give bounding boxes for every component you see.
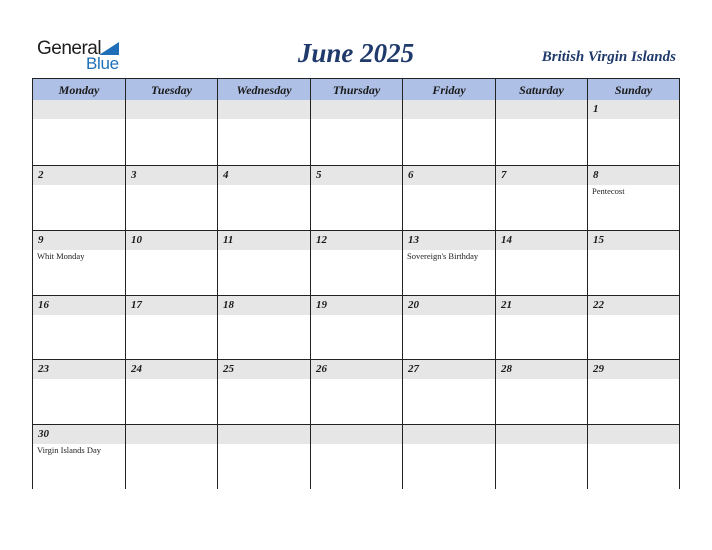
day-cell [588, 231, 679, 296]
logo-text-blue: Blue [86, 54, 119, 73]
day-cell [218, 360, 311, 425]
day-number: 26 [316, 363, 327, 375]
weekday-header-row [33, 79, 679, 101]
day-number-band [496, 425, 587, 444]
day-cell [33, 100, 126, 166]
weekday-header-wednesday: Wednesday [218, 79, 311, 100]
day-number-band [218, 425, 310, 444]
day-number-band [496, 166, 587, 185]
day-number: 27 [408, 363, 419, 375]
weekday-header-thursday: Thursday [311, 79, 403, 100]
day-number: 16 [38, 299, 49, 311]
day-number-band [588, 425, 679, 444]
day-cell [126, 296, 218, 360]
day-number: 17 [131, 299, 142, 311]
day-cell [496, 296, 588, 360]
day-cell [311, 166, 403, 231]
day-cell [588, 100, 679, 166]
day-number-band [403, 425, 495, 444]
day-cell [496, 360, 588, 425]
day-cell [126, 100, 218, 166]
day-cell [33, 360, 126, 425]
day-number-band [33, 231, 125, 250]
day-cell [403, 166, 496, 231]
day-number: 15 [593, 234, 604, 246]
day-number: 22 [593, 299, 604, 311]
day-cell [218, 166, 311, 231]
weekday-header-tuesday: Tuesday [126, 79, 218, 100]
day-cell [588, 296, 679, 360]
day-number-band [126, 166, 217, 185]
logo-text-general: General [37, 38, 102, 59]
day-number-band [33, 166, 125, 185]
day-number-band [588, 166, 679, 185]
holiday-label: Virgin Islands Day [37, 445, 102, 455]
day-number: 5 [316, 169, 322, 181]
holiday-label: Pentecost [592, 186, 625, 196]
day-number-band [588, 100, 679, 119]
day-cell [403, 425, 496, 489]
day-number: 11 [223, 234, 234, 246]
generalblue-logo [37, 38, 127, 74]
holiday-label: Whit Monday [37, 251, 85, 261]
day-number: 29 [593, 363, 604, 375]
day-cell [311, 360, 403, 425]
day-cell [496, 100, 588, 166]
day-cell [311, 231, 403, 296]
day-cell [218, 231, 311, 296]
day-number: 9 [38, 234, 44, 246]
day-number-band [218, 166, 310, 185]
day-cell [403, 360, 496, 425]
day-cell [496, 231, 588, 296]
weekday-header-saturday: Saturday [496, 79, 588, 100]
calendar-title: June 2025 [297, 38, 415, 68]
day-cell [126, 360, 218, 425]
day-cell [218, 100, 311, 166]
weekday-header-monday: Monday [33, 79, 126, 100]
day-number: 19 [316, 299, 327, 311]
day-number: 13 [408, 234, 419, 246]
weekday-header-friday: Friday [403, 79, 496, 100]
day-number-band [311, 100, 402, 119]
day-number: 21 [501, 299, 512, 311]
day-number-band [218, 100, 310, 119]
day-number: 8 [593, 169, 599, 181]
day-cell [496, 425, 588, 489]
calendar-grid [32, 78, 680, 489]
day-number-band [496, 100, 587, 119]
day-cell [218, 425, 311, 489]
day-cell [33, 296, 126, 360]
day-cell [33, 425, 126, 489]
holiday-label: Sovereign's Birthday [407, 251, 479, 261]
day-number-band [311, 166, 402, 185]
day-cell [311, 425, 403, 489]
day-number-band [403, 100, 495, 119]
day-cell [311, 296, 403, 360]
day-number-band [33, 100, 125, 119]
day-cell [588, 425, 679, 489]
day-cell [403, 296, 496, 360]
day-number: 25 [223, 363, 234, 375]
day-cell [496, 166, 588, 231]
day-number: 10 [131, 234, 142, 246]
day-cell [126, 166, 218, 231]
day-number: 23 [38, 363, 49, 375]
day-number: 24 [131, 363, 142, 375]
day-number: 2 [38, 169, 44, 181]
day-cell [403, 231, 496, 296]
day-cell [126, 231, 218, 296]
day-cell [126, 425, 218, 489]
day-cell [218, 296, 311, 360]
day-cell [311, 100, 403, 166]
day-cell [33, 166, 126, 231]
day-number: 4 [223, 169, 229, 181]
day-number: 12 [316, 234, 327, 246]
day-number: 1 [593, 103, 599, 115]
day-number-band [126, 425, 217, 444]
day-number: 30 [38, 428, 49, 440]
day-cell [403, 100, 496, 166]
day-number-band [311, 425, 402, 444]
day-cell [588, 166, 679, 231]
day-number: 7 [501, 169, 507, 181]
region-label: British Virgin Islands [541, 49, 676, 65]
day-number: 18 [223, 299, 234, 311]
day-number: 6 [408, 169, 414, 181]
day-number: 28 [501, 363, 512, 375]
day-number-band [403, 166, 495, 185]
weekday-header-sunday: Sunday [614, 83, 653, 97]
day-number: 14 [501, 234, 512, 246]
day-cell [588, 360, 679, 425]
day-number: 3 [131, 169, 137, 181]
day-number-band [126, 100, 217, 119]
day-number: 20 [408, 299, 419, 311]
day-cell [33, 231, 126, 296]
